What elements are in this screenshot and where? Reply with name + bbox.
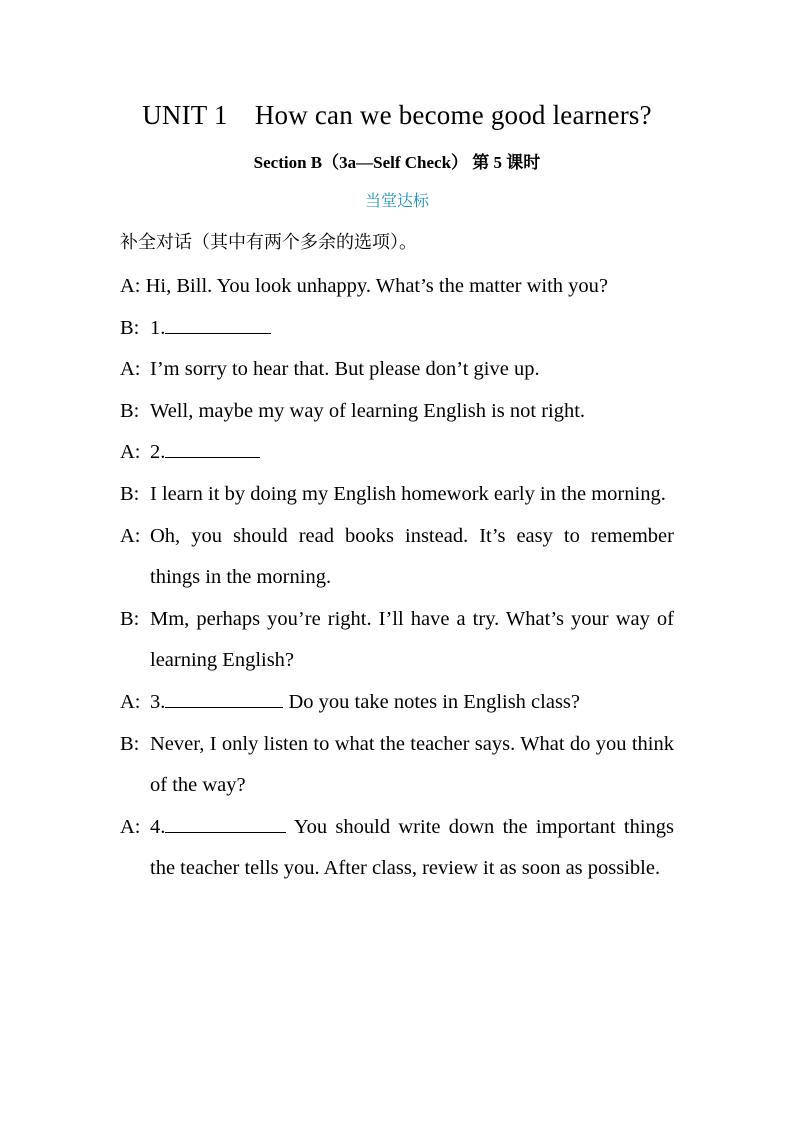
answer-blank[interactable] [165,689,283,708]
speaker-label: B: [120,399,140,422]
dialogue-line [120,682,674,724]
answer-blank[interactable] [165,814,286,833]
line-text: I learn it by doing my English homework early in the morning. [150,482,666,505]
question-number: 2. [150,441,166,464]
line-text: I’m sorry to hear that. But please don’t give up. [150,358,540,381]
lesson-subtitle: Section B（3a—Self Check） 第 5 课时 [253,153,541,172]
line-text: Never, I only listen to what the teacher says. What do you think of the way? [150,732,674,797]
dialogue-line [120,349,674,391]
question-number: 4. [150,815,166,838]
dialogue-line [120,724,674,807]
answer-blank[interactable] [165,315,271,334]
speaker-label: B: [120,316,140,339]
speaker-label: A: [120,815,141,838]
speaker-label: A: [120,524,141,547]
speaker-label: A: [120,690,141,713]
dialogue [120,266,674,890]
dialogue-line [120,432,674,474]
dialogue-line [120,599,674,682]
question-number: 1. [150,316,166,339]
answer-blank[interactable] [165,439,260,458]
question-number: 3. [150,690,166,713]
section-label: 当堂达标 [364,191,429,210]
line-text: Mm, perhaps you’re right. I’ll have a try. What’s your way of learning English? [150,607,674,672]
unit-title: UNIT 1 How can we become good learners? [142,100,652,130]
dialogue-line [120,807,674,890]
line-text: Well, maybe my way of learning English is not right. [150,399,586,422]
dialogue-line [120,474,674,516]
line-text: Hi, Bill. You look unhappy. What’s the matter with you? [145,275,608,297]
dialogue-line [120,308,674,350]
speaker-label: A: [120,275,141,297]
speaker-label: A: [120,358,141,381]
dialogue-line [120,266,674,308]
dialogue-line [120,516,674,599]
line-text: Do you take notes in English class? [283,690,581,713]
line-text: You should write down the important things the teacher tells you. After class, review it as soon as possible. [150,815,674,880]
line-text: Oh, you should read books instead. It’s easy to remember things in the morning. [150,524,674,589]
speaker-label: A: [120,441,141,464]
dialogue-line [120,391,674,433]
speaker-label: B: [120,482,140,505]
speaker-label: B: [120,732,140,755]
exercise-instruction: 补全对话（其中有两个多余的选项）。 [120,232,417,253]
speaker-label: B: [120,607,140,630]
